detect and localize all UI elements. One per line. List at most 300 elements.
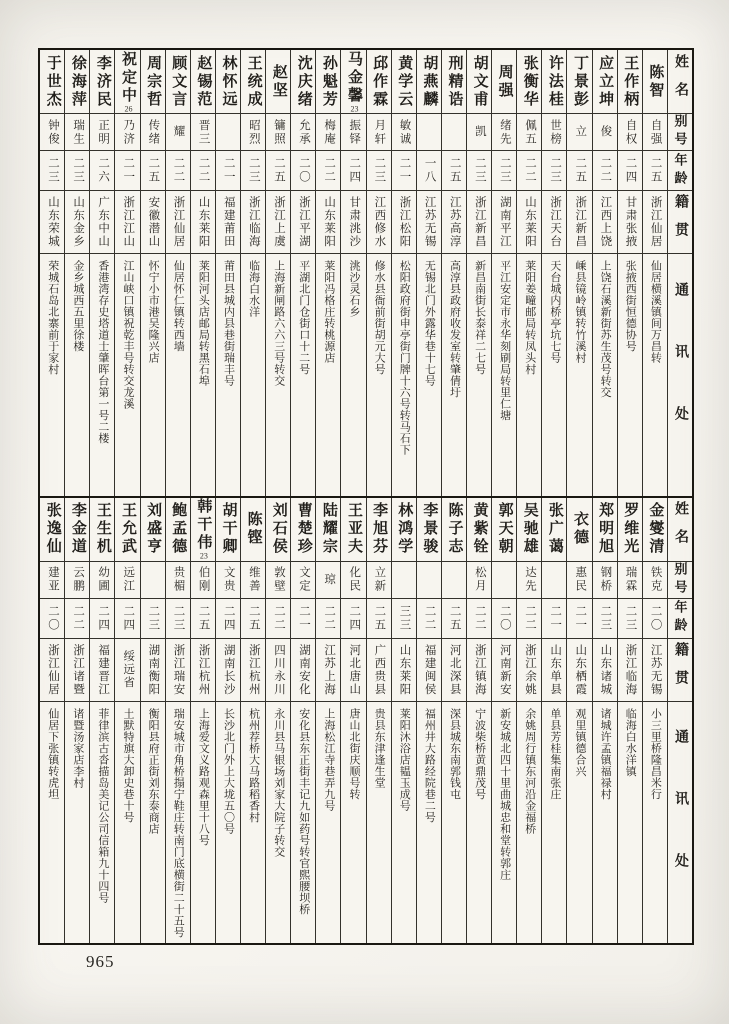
entry-age-cell (40, 599, 64, 639)
entry-alias: 建亚 (46, 566, 59, 593)
entry-native-place: 山东莱阳 (323, 196, 336, 248)
entry-address: 永川县马银场刘家大院子转交 (272, 707, 285, 857)
entry-name-cell (467, 498, 491, 562)
entry-native-place: 江苏高淳 (448, 196, 461, 248)
entry-age-cell (567, 151, 591, 191)
entry-address-cell (392, 254, 416, 496)
row-label-address-cell (668, 702, 692, 944)
entry-alias: 伯刚 (197, 566, 210, 593)
entry-native-place: 湖南平江 (498, 196, 511, 248)
entry-address: 莱阳河头店邮局转黑石埠 (197, 260, 210, 387)
entry-name-cell (40, 50, 64, 114)
entry-alias-cell (115, 562, 139, 599)
entry-address: 金乡城西五里徐楼 (71, 260, 84, 352)
entry-age: 二三 (172, 604, 185, 632)
entry-age: 二三 (373, 157, 386, 184)
entry-name: 许法桂 (546, 54, 563, 109)
entry-address-cell (567, 254, 591, 496)
directory-entry-column (618, 50, 643, 496)
entry-name: 张广蔼 (546, 502, 563, 556)
entry-alias: 耀 (172, 125, 185, 139)
entry-address: 莱阳沐浴店韫玉成号 (398, 707, 411, 811)
entry-name-cell (166, 498, 190, 562)
directory-entry-column (367, 498, 392, 944)
entry-native-place-cell (442, 639, 466, 702)
entry-native-place-cell (467, 639, 491, 702)
entry-name: 邱作霖 (371, 54, 388, 109)
directory-entry-column (141, 498, 166, 944)
directory-entry-column (241, 498, 266, 944)
entry-native-place: 江苏无锡 (423, 196, 436, 248)
entry-native-place: 福建晋江 (97, 643, 110, 696)
entry-address-cell (141, 702, 165, 944)
entry-name-cell (115, 498, 139, 562)
entry-native-place: 绥远省 (122, 650, 135, 689)
entry-age-cell (291, 151, 315, 191)
directory-entry-column (643, 498, 668, 944)
entry-address-cell (567, 702, 591, 944)
entry-address-cell (216, 254, 240, 496)
entry-address-cell (618, 702, 642, 944)
entry-name: 罗维光 (622, 502, 639, 556)
entry-age-cell (492, 151, 516, 191)
entry-address: 无锡北门外露华巷十七号 (423, 260, 436, 387)
entry-name: 赵锡范 (195, 54, 212, 109)
entry-native-place: 河北唐山 (348, 643, 361, 696)
entry-age: 二三 (549, 157, 562, 184)
entry-age-cell (517, 151, 541, 191)
entry-age-cell (593, 599, 617, 639)
entry-address: 深县城东南郭钱屯 (448, 707, 461, 800)
entry-age: 二五 (574, 157, 587, 184)
entry-address-cell (417, 254, 441, 496)
entry-alias-cell (467, 562, 491, 599)
entry-native-place-cell (191, 191, 215, 254)
entry-native-place: 江苏无锡 (649, 643, 662, 696)
directory-table (38, 48, 694, 945)
entry-address: 土默特旗大卸史巷十号 (122, 707, 135, 823)
row-label-age: 年龄 (672, 152, 688, 189)
entry-alias-cell (341, 114, 365, 151)
entry-name-cell (341, 50, 365, 114)
entry-address-cell (442, 254, 466, 496)
entry-alias: 正明 (97, 118, 110, 146)
entry-age: 二三 (473, 157, 486, 184)
entry-address: 衡阳县府正街刘东泰商店 (147, 707, 160, 834)
entry-name-cell (191, 50, 215, 114)
directory-entry-column (593, 498, 618, 944)
entry-address: 嵊县镜岭镇转竹溪村 (574, 260, 586, 364)
entry-age: 二一 (122, 157, 135, 184)
entry-alias: 钢桥 (599, 566, 612, 593)
entry-alias-cell (442, 114, 466, 151)
entry-alias-cell (141, 114, 165, 151)
row-label-name: 姓名 (672, 53, 688, 110)
entry-age-cell (467, 599, 491, 639)
entry-age: 二三 (72, 157, 85, 184)
entry-name-cell (115, 50, 139, 114)
directory-entry-column (467, 498, 492, 944)
entry-name: 丁景彭 (572, 54, 588, 109)
entry-native-place: 浙江平湖 (298, 196, 311, 248)
entry-native-place-cell (266, 639, 290, 702)
entry-name-cell (417, 498, 441, 562)
entry-native-place-cell (492, 639, 516, 702)
entry-name: 林鸿学 (396, 502, 413, 556)
entry-alias-cell (216, 562, 240, 599)
entry-name: 李金道 (69, 502, 86, 556)
entry-native-place-cell (542, 191, 566, 254)
entry-native-place: 浙江新昌 (574, 196, 587, 248)
entry-address: 平湖北门仓街口十二号 (297, 260, 310, 375)
entry-native-place-cell (141, 191, 165, 254)
entry-name-cell (618, 498, 642, 562)
entry-alias-cell (517, 562, 541, 599)
entry-native-place-cell (517, 191, 541, 254)
entry-alias: 昭烈 (247, 118, 260, 146)
directory-entry-column (542, 50, 567, 496)
directory-entry-column (643, 50, 668, 496)
entry-alias-cell (341, 562, 365, 599)
entry-native-place: 浙江镇海 (473, 643, 486, 696)
entry-age: 二一 (398, 157, 411, 184)
entry-native-place: 河南新安 (498, 643, 511, 696)
entry-address-cell (367, 702, 391, 944)
entry-age: 二四 (348, 604, 361, 632)
entry-native-place: 甘肃洮沙 (348, 196, 361, 248)
entry-name: 陆耀宗 (320, 502, 337, 556)
entry-name-cell (216, 50, 240, 114)
entry-name-cell (316, 498, 340, 562)
entry-alias: 瑞生 (72, 118, 85, 146)
directory-entry-column (442, 50, 467, 496)
entry-native-place: 山东栖霞 (574, 643, 587, 696)
entry-age-cell (593, 151, 617, 191)
entry-address-cell (643, 702, 667, 944)
entry-age: 二五 (272, 157, 285, 184)
entry-native-place-cell (567, 639, 591, 702)
directory-entry-column (191, 498, 216, 944)
entry-address: 菲律滨古沓描岛美记公司信箱九十四号 (96, 707, 109, 903)
entry-address-cell (618, 254, 642, 496)
entry-name: 黄学云 (396, 54, 413, 109)
entry-name: 应立坤 (597, 54, 614, 109)
entry-address: 观里镇德合兴 (574, 707, 586, 777)
entry-name: 郭天朝 (496, 502, 513, 556)
entry-name-cell (241, 498, 265, 562)
entry-alias: 俊 (599, 125, 612, 139)
entry-alias-cell (367, 114, 391, 151)
entry-native-place-cell (241, 639, 265, 702)
entry-name: 张衡华 (521, 54, 538, 109)
entry-address: 新昌南街长泰祥二七号 (473, 260, 486, 375)
directory-entry-column (90, 498, 115, 944)
directory-entry-column (341, 498, 366, 944)
directory-entry-column (291, 498, 316, 944)
entry-name-cell (643, 50, 667, 114)
entry-name: 王亚夫 (346, 502, 363, 556)
directory-entry-column (467, 50, 492, 496)
entry-age: 二三 (147, 604, 160, 632)
entry-name-cell (542, 50, 566, 114)
entry-alias-cell (542, 114, 566, 151)
entry-native-place-cell (517, 639, 541, 702)
entry-address: 临海白水洋镇 (624, 707, 637, 777)
entry-alias: 松月 (473, 566, 486, 593)
entry-native-place: 山东莱阳 (398, 643, 411, 696)
entry-alias-cell (291, 114, 315, 151)
entry-native-place: 浙江杭州 (197, 643, 210, 696)
entry-name-cell (467, 50, 491, 114)
entry-native-place-cell (316, 639, 340, 702)
entry-alias: 达先 (524, 566, 537, 593)
entry-address: 诸暨汤家店李村 (71, 707, 84, 788)
entry-age-cell (341, 599, 365, 639)
entry-address-cell (191, 702, 215, 944)
entry-name-cell (643, 498, 667, 562)
entry-native-place-cell (467, 191, 491, 254)
entry-native-place-cell (166, 191, 190, 254)
entry-name: 陈子志 (446, 502, 463, 556)
entry-name-cell (141, 498, 165, 562)
entry-age-cell (618, 151, 642, 191)
entry-name-cell (593, 50, 617, 114)
entry-alias: 晋三 (197, 118, 210, 146)
entry-age: 二六 (97, 157, 110, 184)
entry-native-place-cell (618, 191, 642, 254)
entry-address: 仙居怀仁镇转西墙 (172, 260, 185, 352)
entry-age: 二一 (298, 604, 311, 632)
entry-address: 瑞安城市角桥搨宁鞋庄转南门底横街二十五号 (172, 707, 185, 938)
directory-entry-column (141, 50, 166, 496)
entry-alias-cell (392, 114, 416, 151)
entry-native-place: 浙江杭州 (247, 643, 260, 696)
row-label-column (668, 50, 692, 496)
entry-native-place-cell (367, 191, 391, 254)
entry-alias: 幼圃 (97, 566, 110, 593)
entry-age: 三三 (398, 604, 411, 632)
entry-address-cell (517, 702, 541, 944)
entry-name: 曹楚珍 (295, 502, 312, 556)
directory-entry-column (166, 498, 191, 944)
entry-native-place-cell (492, 191, 516, 254)
entry-age: 二四 (624, 157, 637, 184)
entry-address: 荣城石岛北寨前于家村 (46, 260, 59, 375)
entry-name: 王允武 (120, 502, 137, 556)
entry-age-cell (367, 151, 391, 191)
entry-alias: 传绪 (147, 118, 160, 146)
entry-name-cell (567, 50, 591, 114)
entry-native-place: 山东莱阳 (197, 196, 210, 248)
directory-entry-column (216, 50, 241, 496)
entry-age: 二四 (222, 604, 235, 632)
directory-entry-column (492, 498, 517, 944)
entry-native-place-cell (643, 639, 667, 702)
entry-address-cell (316, 254, 340, 496)
directory-section-upper (40, 50, 692, 498)
entry-age: 二〇 (298, 157, 311, 184)
entry-alias: 绪先 (498, 118, 511, 146)
directory-entry-column (40, 498, 65, 944)
entry-address: 新安城北四十里曲城忠和堂转郭庄 (498, 707, 511, 880)
entry-alias-cell (567, 562, 591, 599)
entry-name: 王生机 (94, 502, 111, 556)
entry-age-cell (367, 599, 391, 639)
entry-native-place-cell (166, 639, 190, 702)
entry-age-cell (492, 599, 516, 639)
entry-age: 二四 (348, 157, 361, 184)
entry-name: 祝定中26 (120, 50, 137, 113)
entry-age-cell (417, 151, 441, 191)
entry-alias-cell (90, 562, 114, 599)
entry-alias-cell (241, 562, 265, 599)
entry-native-place: 浙江仙居 (172, 196, 185, 248)
row-label-age: 年龄 (672, 600, 688, 636)
entry-address-cell (291, 702, 315, 944)
entry-address: 贵县东津逢生堂 (373, 707, 386, 788)
entry-address: 小三里桥隆昌米行 (649, 707, 662, 800)
entry-native-place: 山东单县 (549, 643, 562, 696)
entry-name: 刑精诰 (446, 54, 463, 109)
entry-age: 二二 (524, 604, 537, 632)
entry-age-cell (115, 151, 139, 191)
entry-address-cell (166, 702, 190, 944)
directory-entry-column (115, 498, 140, 944)
entry-native-place: 四川永川 (272, 643, 285, 696)
entry-name: 沈庆绪 (295, 54, 312, 109)
entry-age-cell (467, 151, 491, 191)
entry-native-place-cell (266, 191, 290, 254)
entry-address: 长沙北门外上大垅五〇号 (222, 707, 235, 834)
entry-name-cell (542, 498, 566, 562)
entry-alias-cell (141, 562, 165, 599)
entry-name-cell (618, 50, 642, 114)
entry-alias-cell (417, 562, 441, 599)
entry-alias-cell (191, 562, 215, 599)
entry-native-place-cell (442, 191, 466, 254)
entry-age-cell (90, 599, 114, 639)
directory-entry-column (517, 50, 542, 496)
entry-alias-cell (567, 114, 591, 151)
entry-name: 黄紫铨 (471, 502, 488, 556)
entry-address: 唐山北街庆顺号转 (348, 707, 361, 800)
entry-native-place-cell (141, 639, 165, 702)
entry-alias: 佩五 (524, 118, 537, 146)
entry-age-cell (266, 599, 290, 639)
directory-entry-column (241, 50, 266, 496)
directory-entry-column (316, 50, 341, 496)
directory-entry-column (593, 50, 618, 496)
entry-alias-cell (618, 114, 642, 151)
entry-age-cell (90, 151, 114, 191)
entry-native-place: 广东中山 (97, 196, 110, 248)
entry-address: 莱阳冯格庄转桃源店 (322, 260, 335, 364)
directory-entry-column (367, 50, 392, 496)
entry-alias: 化民 (348, 566, 361, 593)
entry-address: 平江安定市永华刻刷局转里仁塘 (498, 260, 511, 421)
entry-age-cell (417, 599, 441, 639)
entry-alias-cell (618, 562, 642, 599)
entry-alias: 振铎 (348, 118, 361, 146)
entry-age-cell (517, 599, 541, 639)
entry-alias-cell (467, 114, 491, 151)
directory-entry-column (65, 50, 90, 496)
entry-name: 马金馨23 (346, 50, 363, 113)
row-label-native-cell (668, 191, 692, 254)
entry-age-cell (567, 599, 591, 639)
entry-name-cell (341, 498, 365, 562)
directory-entry-column (65, 498, 90, 944)
entry-name-cell (367, 498, 391, 562)
entry-alias-cell (542, 562, 566, 599)
entry-address: 单县芳桂集南张庄 (548, 707, 561, 800)
directory-entry-column (417, 50, 442, 496)
entry-native-place: 浙江瑞安 (172, 643, 185, 696)
entry-name: 韩干伟23 (195, 498, 212, 560)
entry-address: 莱阳姜疃邮局转凤头村 (523, 260, 536, 375)
entry-address: 怀宁小市港吴隆兴店 (147, 260, 160, 364)
entry-name: 张逸仙 (44, 502, 61, 556)
entry-alias: 自权 (624, 118, 637, 146)
entry-native-place: 山东金乡 (72, 196, 85, 248)
entry-alias: 敏诚 (398, 118, 411, 146)
row-label-name: 姓名 (672, 501, 688, 557)
entry-age: 一八 (423, 157, 436, 184)
entry-age: 二五 (649, 157, 662, 184)
entry-name: 吴驰雄 (521, 502, 538, 556)
entry-native-place: 浙江天台 (549, 196, 562, 248)
entry-address: 洮沙灵石乡 (348, 260, 361, 318)
entry-native-place: 山东荣城 (46, 196, 59, 248)
row-label-age-cell (668, 599, 692, 639)
entry-name: 刘石侯 (270, 502, 287, 556)
entry-age: 二二 (524, 157, 537, 184)
entry-name-cell (492, 50, 516, 114)
entry-address: 上饶石溪新街苏生茂号转交 (599, 260, 612, 398)
entry-alias-cell (166, 114, 190, 151)
entry-address-cell (542, 254, 566, 496)
entry-native-place-cell (567, 191, 591, 254)
entry-alias: 立新 (373, 566, 386, 593)
entry-address-cell (115, 702, 139, 944)
directory-entry-column (166, 50, 191, 496)
entry-footnote-number: 26 (124, 104, 133, 113)
entry-native-place-cell (392, 191, 416, 254)
directory-entry-column (341, 50, 366, 496)
entry-address-cell (467, 702, 491, 944)
entry-age-cell (618, 599, 642, 639)
entry-native-place: 广西贵县 (373, 643, 386, 696)
entry-alias-cell (191, 114, 215, 151)
entry-alias: 惠民 (574, 566, 587, 593)
entry-alias: 琼 (323, 572, 336, 587)
directory-entry-column (115, 50, 140, 496)
entry-age-cell (316, 599, 340, 639)
entry-alias: 文贵 (222, 566, 235, 593)
entry-native-place-cell (593, 639, 617, 702)
directory-entry-column (542, 498, 567, 944)
entry-name-cell (291, 50, 315, 114)
entry-age-cell (341, 151, 365, 191)
entry-alias: 镛照 (272, 118, 285, 146)
entry-address: 余姚周行镇东河沿金福桥 (523, 707, 536, 834)
entry-name-cell (517, 50, 541, 114)
entry-alias-cell (417, 114, 441, 151)
directory-entry-column (567, 50, 592, 496)
directory-entry-column (266, 50, 291, 496)
entry-name-cell (442, 50, 466, 114)
entry-address: 仙居下张镇转虎坦 (46, 707, 59, 800)
